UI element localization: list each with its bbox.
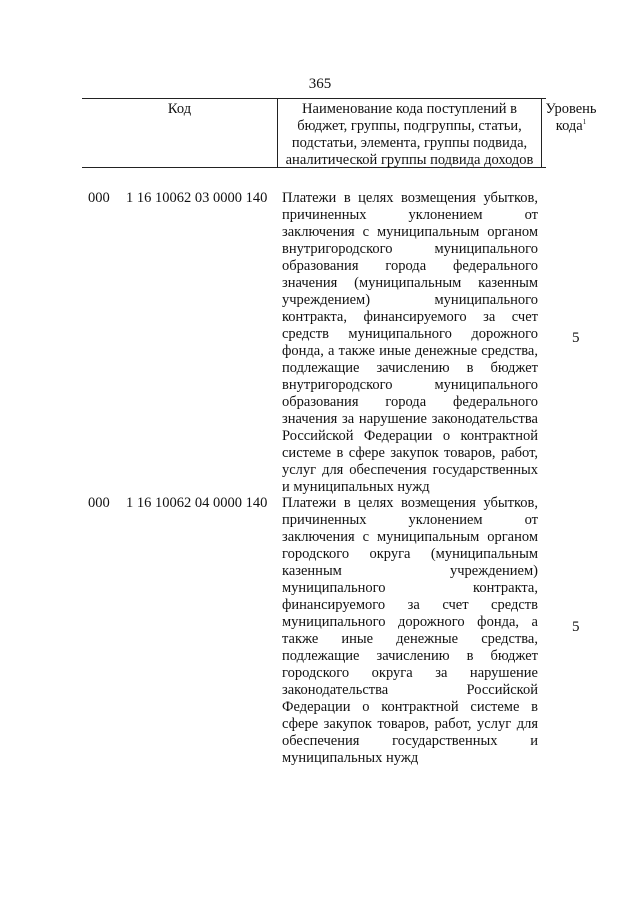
description-line: образования города федерального xyxy=(282,258,538,274)
description-line: учреждением) муниципального xyxy=(282,292,538,308)
description-line: фонда, а также иные денежные средства, xyxy=(282,343,538,359)
row-level: 5 xyxy=(572,619,580,635)
description-line: подлежащие зачислению в бюджет xyxy=(282,360,538,376)
header-code-cell xyxy=(82,99,278,167)
row-prefix: 000 xyxy=(88,495,110,511)
description-line: подлежащие зачислению в бюджет xyxy=(282,648,538,664)
description-line: обеспечения государственных и xyxy=(282,733,538,749)
description-line: контракта, финансируемого за счет xyxy=(282,309,538,325)
description-line: Российской Федерации о контрактной xyxy=(282,428,538,444)
description-line: муниципального контракта, xyxy=(282,580,538,596)
description-line: казенным учреждением) xyxy=(282,563,538,579)
description-line: значения за нарушение законодательства xyxy=(282,411,538,427)
header-level-footnote: 1 xyxy=(582,118,587,127)
description-line: средств муниципального дорожного xyxy=(282,326,538,342)
description-line: Платежи в целях возмещения убытков, xyxy=(282,495,538,511)
row-code: 1 16 10062 04 0000 140 xyxy=(126,495,268,511)
description-line: системе в сфере закупок товаров, работ, xyxy=(282,445,538,461)
description-line: городского округа (муниципальным xyxy=(282,546,538,562)
description-line: законодательства Российской xyxy=(282,682,538,698)
description-line: финансируемого за счет средств xyxy=(282,597,538,613)
header-name-cell xyxy=(278,99,542,167)
description-line: заключения с муниципальным органом xyxy=(282,224,538,240)
row-prefix: 000 xyxy=(88,190,110,206)
row-code: 1 16 10062 03 0000 140 xyxy=(126,190,268,206)
description-line: образования города федерального xyxy=(282,394,538,410)
description-line: заключения с муниципальным органом xyxy=(282,529,538,545)
description-line: причиненных уклонением от xyxy=(282,512,538,528)
page-number: 365 xyxy=(308,76,332,92)
description-line: муниципальных нужд xyxy=(282,750,419,766)
row-level: 5 xyxy=(572,330,580,346)
description-line: внутригородского муниципального xyxy=(282,377,538,393)
description-line: причиненных уклонением от xyxy=(282,207,538,223)
header-name-label: Наименование кода поступлений в бюджет, группы, подгруппы, статьи, подстатьи, элемента, группы подвида, аналитической группы подвида доходов xyxy=(285,101,534,168)
description-line: Платежи в целях возмещения убытков, xyxy=(282,190,538,206)
description-line: сфере закупок товаров, работ, услуг для xyxy=(282,716,538,732)
description-line: и муниципальных нужд xyxy=(282,479,430,495)
header-level-cell xyxy=(542,99,600,167)
description-line: муниципального дорожного фонда, а xyxy=(282,614,538,630)
row-description xyxy=(282,495,538,767)
table-header xyxy=(82,98,597,168)
description-line: Федерации о контрактной системе в xyxy=(282,699,538,715)
row-description xyxy=(282,190,538,496)
header-code-label: Код xyxy=(167,101,192,117)
header-level-label xyxy=(542,99,600,135)
description-line: услуг для обеспечения государственных xyxy=(282,462,538,478)
description-line: городского округа за нарушение xyxy=(282,665,538,681)
description-line: внутригородского муниципального xyxy=(282,241,538,257)
description-line: также иные денежные средства, xyxy=(282,631,538,647)
header-level-text: Уровень кода xyxy=(545,101,597,134)
description-line: значения (муниципальным казенным xyxy=(282,275,538,291)
